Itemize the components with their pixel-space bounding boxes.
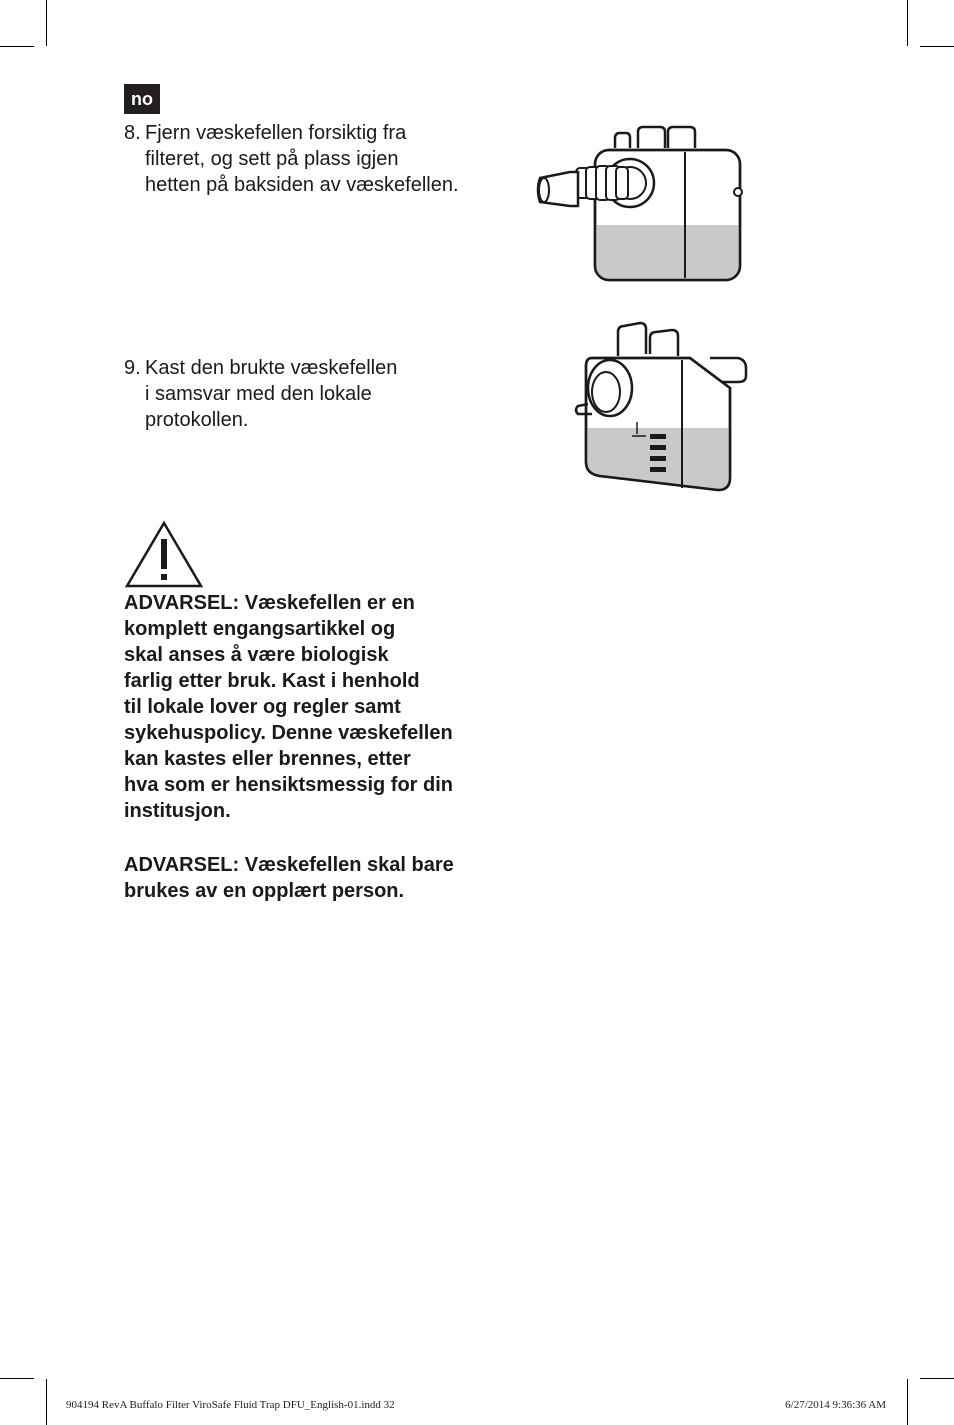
crop-mark xyxy=(907,0,908,46)
crop-mark xyxy=(46,0,47,46)
step-number: 8. xyxy=(124,122,141,144)
crop-mark xyxy=(920,1378,954,1379)
language-badge: no xyxy=(124,84,160,114)
crop-mark xyxy=(46,1379,47,1425)
crop-mark xyxy=(0,1378,34,1379)
crop-mark xyxy=(920,46,954,47)
fluid-trap-with-cap-illustration xyxy=(530,120,760,285)
crop-mark xyxy=(0,46,34,47)
warning-trained-person: ADVARSEL: Væskefellen skal bare brukes av en opplært person. xyxy=(124,854,454,902)
footer-file-info: 904194 RevA Buffalo Filter ViroSafe Fluid Trap DFU_English-01.indd 32 xyxy=(66,1399,395,1411)
step-text: Kast den brukte væskefellen i samsvar med den lokale protokollen. xyxy=(145,357,398,431)
crop-mark xyxy=(907,1379,908,1425)
warning-disposal: ADVARSEL: Væskefellen er en komplett engangsartikkel og skal anses å være biologisk farlig etter bruk. Kast i henhold til lokale lover og regler samt sykehuspolicy. Denne væskefellen kan kastes eller brennes, etter hva som er hensiktsmessig for din institusjon. xyxy=(124,592,453,822)
step-text: Fjern væskefellen forsiktig fra filteret, og sett på plass igjen hetten på baksiden av væskefellen. xyxy=(145,122,459,196)
footer-timestamp: 6/27/2014 9:36:36 AM xyxy=(785,1399,886,1411)
step-8 xyxy=(124,120,484,198)
step-9 xyxy=(124,355,424,433)
warning-triangle-icon xyxy=(124,519,204,589)
fluid-trap-filled-illustration xyxy=(570,318,755,498)
step-number: 9. xyxy=(124,357,141,379)
